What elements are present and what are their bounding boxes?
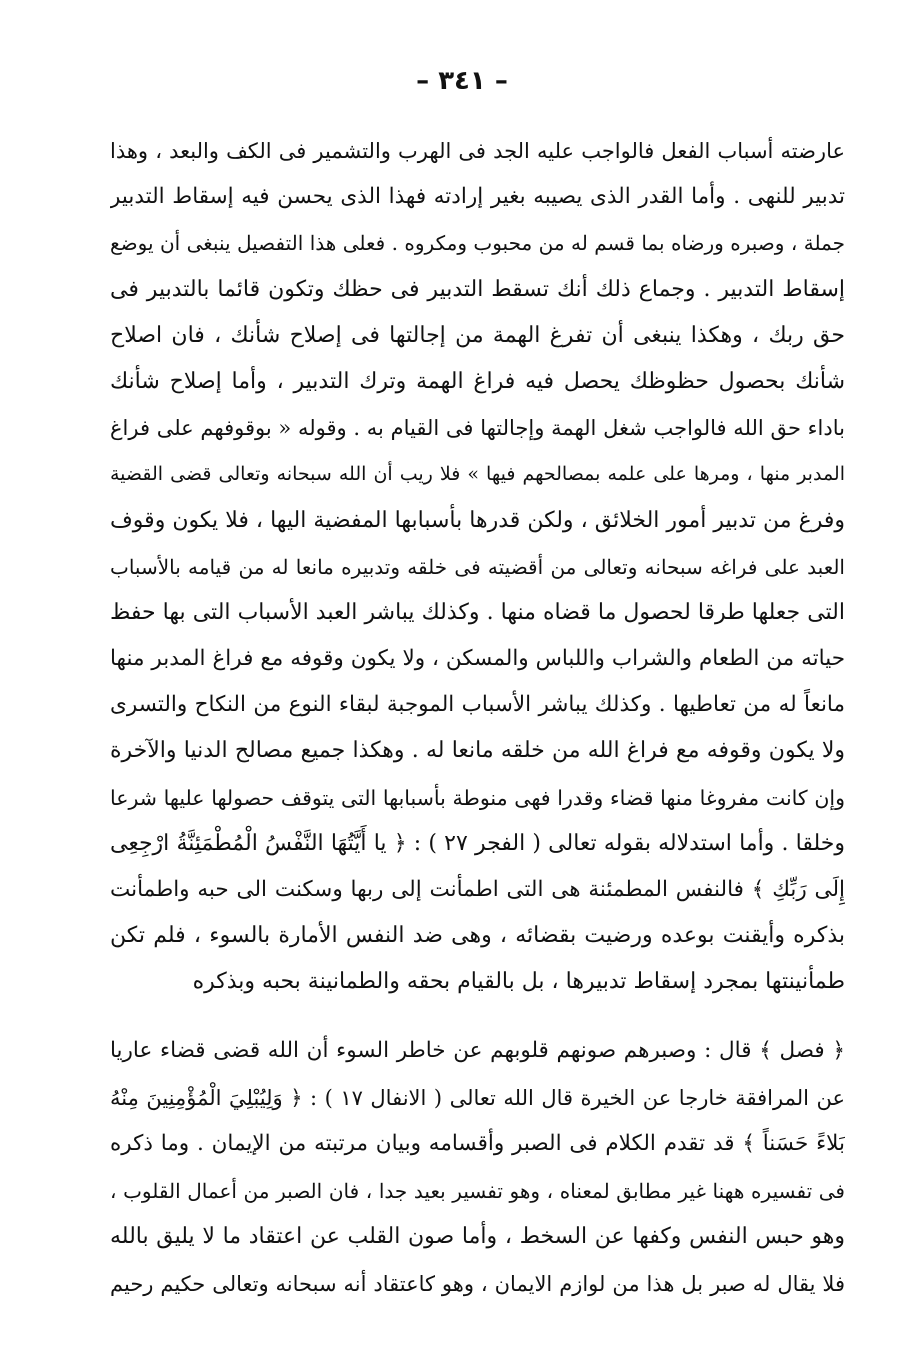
text-line: فلا يقال له صبر بل هذا من لوازم الايمان ، وهو كاعتقاد أنه سبحانه وتعالى حكيم رحيم <box>110 1271 845 1296</box>
text-line: مانعاً له من تعاطيها . وكذلك يباشر الأسباب الموجبة لبقاء النوع من النكاح والتسرى <box>110 692 845 718</box>
text-line: باداء حق الله فالواجب شغل الهمة وإجالتها فى القيام به . وقوله « بوقوفهم على فراغ <box>110 416 845 441</box>
text-line: شأنك بحصول حظوظك يحصل فيه فراغ الهمة وترك التدبير ، وأما إصلاح شأنك <box>110 368 845 394</box>
text-line: إِلَى رَبِّكِ ﴾ فالنفس المطمئنة هى التى اطمأنت إلى ربها وسكنت الى حبه واطمأنت <box>110 877 845 902</box>
text-line: عارضته أسباب الفعل فالواجب عليه الجد فى الهرب والتشمير فى الكف والبعد ، وهذا <box>110 139 845 163</box>
text-line: بَلاءً حَسَناً ﴾ قد تقدم الكلام فى الصبر وأقسامه وبيان مرتبته من الإيمان . وما ذكره <box>110 1131 845 1156</box>
paragraph-fasl <box>110 1028 845 1307</box>
paragraph-main <box>110 128 845 1006</box>
text-line: طمأنينتها بمجرد إسقاط تدبيرها ، بل بالقيام بحقه والطمانينة بحبه وبذكره <box>192 969 845 995</box>
text-line: وخلقا . وأما استدلاله بقوله تعالى ( الفجر ٢٧ ) : ﴿ يا أَيَّتُهَا النَّفْسُ الْمُطْمَئِنَّةُ ارْجِعِى <box>110 830 845 856</box>
text-line: فى تفسيره ههنا غير مطابق لمعناه ، وهو تفسير بعيد جدا ، فان الصبر من أعمال القلوب ، <box>110 1178 845 1203</box>
text-line: العبد على فراغه سبحانه وتعالى من أقضيته فى خلقه وتدبيره مانعا له من قيامه بالأسباب <box>110 554 845 579</box>
text-line: إسقاط التدبير . وجماع ذلك أنك تسقط التدبير فى حظك وتكون قائما بالتدبير فى <box>110 276 845 302</box>
text-line: وهو حبس النفس وكفها عن السخط ، وأما صون القلب عن اعتقاد ما لا يليق بالله <box>110 1224 845 1249</box>
text-line: حق ربك ، وهكذا ينبغى أن تفرغ الهمة من إجالتها فى إصلاح شأنك ، فان اصلاح <box>110 322 845 348</box>
text-line: المدبر منها ، ومرها على علمه بمصالحهم فيها » فلا ريب أن الله سبحانه وتعالى قضى القضية <box>110 463 845 486</box>
text-line: وإن كانت مفروغا منها قضاء وقدرا فهى منوطة بأسبابها التى يتوقف حصولها عليها شرعا <box>110 785 845 810</box>
text-line: ﴿ فصل ﴾ قال : وصبرهم صونهم قلوبهم عن خاطر السوء أن الله قضى قضاء عاريا <box>110 1038 845 1063</box>
text-line: عن المرافقة خارجا عن الخيرة قال الله تعالى ( الانفال ١٧ ) : ﴿ وَلِيُبْلِيَ الْمُؤْمِنِينَ مِنْهُ <box>110 1085 845 1110</box>
text-line: تدبير للنهى . وأما القدر الذى يصيبه بغير إرادته فهذا الذى يحسن فيه إسقاط التدبير <box>110 184 845 210</box>
text-line: وفرغ من تدبير أمور الخلائق ، ولكن قدرها بأسبابها المفضية اليها ، فلا يكون وقوف <box>110 507 845 533</box>
text-line: حياته من الطعام والشراب واللباس والمسكن ، ولا يكون وقوفه مع فراغ المدبر منها <box>110 646 845 672</box>
page-number: – ٣٤١ – <box>416 66 508 96</box>
text-line: بذكره وأيقنت بوعده ورضيت بقضائه ، وهى ضد النفس الأمارة بالسوء ، فلم تكن <box>110 923 845 949</box>
text-line: ولا يكون وقوفه مع فراغ الله من خلقه مانعا له . وهكذا جميع مصالح الدنيا والآخرة <box>110 738 845 764</box>
text-line: جملة ، وصبره ورضاه بما قسم له من محبوب ومكروه . فعلى هذا التفصيل ينبغى أن يوضع <box>110 231 845 256</box>
text-line: التى جعلها طرقا لحصول ما قضاه منها . وكذلك يباشر العبد الأسباب التى بها حفظ <box>110 599 845 625</box>
